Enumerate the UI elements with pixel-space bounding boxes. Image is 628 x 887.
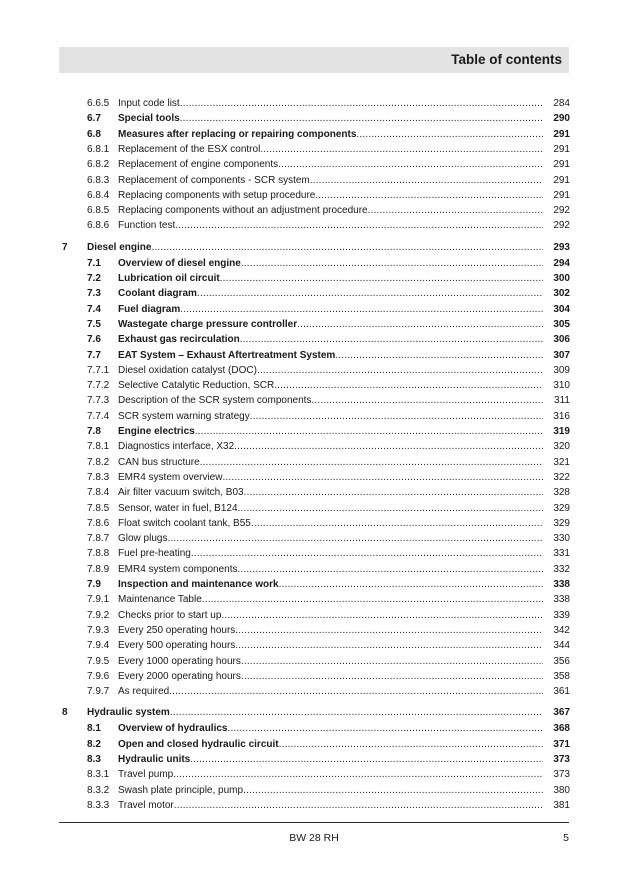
toc-section-number: 7.8.3 [87,471,110,483]
toc-dot-leader [151,241,543,255]
toc-entry[interactable] [0,219,628,233]
toc-entry[interactable] [0,670,628,684]
toc-chapter-number: 7 [62,241,68,253]
toc-entry[interactable] [0,578,628,592]
toc-section-number: 6.8.5 [87,205,110,217]
toc-entry-title: Maintenance Table [118,594,202,606]
toc-entry[interactable] [0,272,628,286]
toc-page-number: 381 [553,799,570,811]
toc-dot-leader [356,128,543,142]
toc-page-number: 304 [553,303,570,315]
toc-section-number: 7.8.4 [87,487,110,499]
toc-page-number: 291 [553,159,570,171]
toc-dot-leader [221,609,543,623]
toc-entry[interactable] [0,517,628,531]
toc-dot-leader [200,456,543,470]
toc-entry[interactable] [0,609,628,623]
toc-entry-title: Replacement of engine components [118,159,279,171]
toc-dot-leader [170,706,543,720]
toc-entry[interactable] [0,456,628,470]
toc-entry[interactable] [0,379,628,393]
toc-page-number: 380 [553,784,570,796]
toc-entry[interactable] [0,799,628,813]
toc-dot-leader [250,410,543,424]
toc-entry[interactable] [0,318,628,332]
toc-dot-leader [241,655,543,669]
page-title: Table of contents [451,52,562,67]
toc-entry[interactable] [0,655,628,669]
toc-dot-leader [173,768,543,782]
toc-entry-title: Special tools [118,113,180,125]
header-bar [59,47,569,73]
toc-entry-title: Measures after replacing or repairing components [118,128,357,140]
toc-dot-leader [238,563,544,577]
toc-section-number: 7.7.3 [87,395,110,407]
toc-page-number: 292 [553,205,570,217]
toc-page-number: 338 [553,579,570,590]
toc-page-number: 339 [553,609,570,621]
toc-section-number: 7.9.6 [87,670,110,682]
toc-section-number: 7.8 [87,426,101,437]
toc-page-number: 368 [553,723,570,735]
toc-entry-title: Replacement of the ESX control [118,143,261,155]
toc-dot-leader [368,204,543,218]
toc-entry[interactable] [0,471,628,485]
toc-entry[interactable] [0,128,628,142]
toc-entry[interactable] [0,143,628,157]
toc-section-number: 7.6 [87,334,101,346]
toc-section-number: 6.7 [87,113,101,125]
toc-section-number: 8.3.3 [87,799,110,811]
toc-dot-leader [175,219,543,233]
toc-entry-title: Overview of diesel engine [118,257,241,269]
toc-entry[interactable] [0,204,628,218]
toc-entry-title: Fuel diagram [118,303,181,315]
toc-entry-title: Selective Catalytic Reduction, SCR [118,380,275,392]
toc-entry-title: Travel pump [118,769,174,781]
toc-page-number: 316 [553,410,570,422]
toc-dot-leader [315,189,543,203]
toc-section-number: 7.8.5 [87,502,110,514]
toc-entry[interactable] [0,303,628,317]
toc-entry[interactable] [0,241,628,255]
toc-dot-leader [238,502,543,516]
toc-dot-leader [235,624,543,638]
toc-entry-title: Coolant diagram [118,288,197,300]
toc-page-number: 306 [553,334,570,346]
toc-entry[interactable] [0,624,628,638]
toc-dot-leader [195,425,543,439]
toc-entry[interactable] [0,532,628,546]
toc-entry-title: Diesel oxidation catalyst (DOC) [118,364,257,376]
toc-entry-title: Checks prior to start up [118,609,222,621]
toc-section-number: 7.4 [87,303,101,315]
toc-dot-leader [235,639,543,653]
toc-dot-leader [279,738,543,752]
toc-section-number: 7.9.4 [87,640,110,652]
toc-section-number: 7.7.4 [87,410,110,422]
toc-entry[interactable] [0,257,628,271]
toc-section-number: 8.1 [87,723,101,735]
toc-page-number: 356 [553,655,570,667]
toc-page-number: 322 [553,471,570,483]
toc-page-number: 358 [553,670,570,682]
toc-dot-leader [278,158,543,172]
toc-page-number: 291 [553,128,570,140]
toc-dot-leader [180,112,543,126]
toc-entry-title: Every 2000 operating hours [118,670,241,682]
toc-entry[interactable] [0,685,628,699]
toc-entry[interactable] [0,394,628,408]
toc-dot-leader [234,440,543,454]
toc-entry-title: Engine electrics [118,426,195,437]
toc-dot-leader [228,722,544,736]
toc-page-number: 338 [553,594,570,606]
toc-dot-leader [310,174,543,188]
toc-entry-title: Hydraulic system [87,707,170,719]
toc-section-number: 7.1 [87,257,101,269]
toc-page-number: 302 [553,288,570,300]
toc-entry-title: Lubrication oil circuit [118,273,220,284]
toc-entry-title: Open and closed hydraulic circuit [118,738,279,750]
toc-dot-leader [197,287,543,301]
toc-page-number: 284 [553,98,570,109]
toc-section-number: 7.2 [87,273,101,284]
toc-section-number: 8.3.2 [87,784,110,796]
toc-entry[interactable] [0,738,628,752]
toc-page-number: 328 [553,487,570,499]
toc-dot-leader [260,143,543,157]
toc-entry-title: EAT System – Exhaust Aftertreatment System [118,349,336,361]
toc-page-number: 300 [553,273,570,284]
toc-entry-title: SCR system warning strategy [118,410,250,422]
toc-entry-title: Description of the SCR system components [118,395,312,407]
toc-page-number: 305 [553,318,570,330]
toc-dot-leader [244,486,543,500]
toc-page-number: 291 [553,143,570,155]
toc-entry[interactable] [0,189,628,203]
toc-page-number: 320 [553,441,570,453]
toc-page-number: 373 [553,769,570,781]
toc-page-number: 371 [553,738,570,750]
toc-entry-title: Overview of hydraulics [118,723,228,735]
footer-page-number: 5 [563,832,569,844]
toc-dot-leader [191,547,543,561]
toc-section-number: 7.7 [87,349,101,361]
toc-section-number: 6.8 [87,128,101,140]
toc-entry[interactable] [0,722,628,736]
toc-entry-title: Every 250 operating hours [118,624,236,636]
toc-entry-title: Swash plate principle, pump [118,784,244,796]
toc-dot-leader [243,784,543,798]
toc-dot-leader [240,333,543,347]
toc-section-number: 7.9 [87,579,101,590]
toc-entry[interactable] [0,440,628,454]
toc-entry[interactable] [0,486,628,500]
toc-section-number: 6.8.6 [87,220,110,232]
toc-entry-title: Every 1000 operating hours [118,655,241,667]
toc-entry[interactable] [0,174,628,188]
toc-page-number: 309 [553,364,570,376]
toc-dot-leader [220,272,543,286]
toc-entry-title: As required [118,686,170,698]
toc-dot-leader [241,257,543,271]
toc-entry[interactable] [0,410,628,424]
toc-entry[interactable] [0,547,628,561]
toc-page-number: 290 [553,113,570,125]
toc-entry-title: Glow plugs [118,533,168,545]
toc-entry-title: Diagnostics interface, X32 [118,441,235,453]
toc-entry-title: Every 500 operating hours [118,640,236,652]
toc-page-number: 321 [553,456,570,468]
toc-entry[interactable] [0,639,628,653]
toc-section-number: 7.9.5 [87,655,110,667]
toc-entry-title: Hydraulic units [118,754,191,765]
toc-dot-leader [279,578,543,592]
toc-section-number: 7.8.6 [87,517,110,529]
toc-entry-title: Exhaust gas recirculation [118,334,240,346]
toc-section-number: 7.7.2 [87,380,110,392]
toc-section-number: 7.8.1 [87,441,110,453]
toc-entry[interactable] [0,349,628,363]
toc-entry-title: Replacing components with setup procedure [118,189,316,201]
toc-section-number: 7.7.1 [87,364,110,376]
toc-dot-leader [241,670,543,684]
toc-entry-title: Replacing components without an adjustment procedure [118,205,368,217]
toc-entry-title: Function test [118,220,176,232]
toc-dot-leader [174,799,543,813]
toc-dot-leader [257,364,543,378]
toc-section-number: 7.9.3 [87,624,110,636]
toc-page-number: 329 [553,517,570,529]
toc-dot-leader [190,753,543,767]
toc-entry-title: Travel motor [118,799,174,811]
toc-entry[interactable] [0,768,628,782]
toc-section-number: 8.2 [87,738,101,750]
toc-section-number: 6.8.4 [87,189,110,201]
toc-entry[interactable] [0,563,628,577]
toc-entry[interactable] [0,753,628,767]
toc-section-number: 8.3.1 [87,769,110,781]
toc-page-number: 373 [553,754,570,765]
toc-page-number: 310 [553,380,570,392]
toc-chapter-number: 8 [62,707,68,719]
toc-page-number: 344 [553,640,570,652]
toc-dot-leader [180,303,543,317]
footer-document-name: BW 28 RH [289,832,339,844]
toc-section-number: 7.8.9 [87,563,110,575]
toc-page-number: 319 [553,426,570,437]
toc-section-number: 7.5 [87,318,101,330]
toc-page-number: 291 [553,189,570,201]
toc-section-number: 6.8.1 [87,143,110,155]
toc-entry-title: Input code list [118,98,180,109]
toc-entry[interactable] [0,706,628,720]
toc-entry-title: EMR4 system components [118,563,238,575]
toc-entry[interactable] [0,287,628,301]
toc-page-number: 294 [553,257,570,269]
toc-entry[interactable] [0,333,628,347]
footer-divider [59,822,569,823]
toc-dot-leader [180,97,543,111]
toc-entry[interactable] [0,112,628,126]
toc-entry-title: Replacement of components - SCR system [118,174,310,186]
toc-dot-leader [335,349,543,363]
toc-entry-title: Air filter vacuum switch, B03 [118,487,244,499]
toc-dot-leader [274,379,543,393]
toc-page-number: 293 [553,241,570,253]
toc-entry-title: EMR4 system overview [118,471,223,483]
toc-section-number: 7.3 [87,288,101,300]
toc-entry[interactable] [0,364,628,378]
toc-entry-title: Fuel pre-heating [118,548,191,560]
toc-entry-title: Float switch coolant tank, B55 [118,517,251,529]
toc-dot-leader [311,394,543,408]
toc-page-number: 361 [553,686,570,698]
toc-section-number: 8.3 [87,754,101,765]
toc-entry[interactable] [0,784,628,798]
toc-entry[interactable] [0,158,628,172]
toc-page-number: 331 [553,548,570,560]
toc-page-number: 307 [553,349,570,361]
toc-dot-leader [202,593,543,607]
toc-dot-leader [297,318,543,332]
toc-dot-leader [251,517,543,531]
toc-entry[interactable] [0,97,628,111]
toc-page-number: 291 [553,174,570,186]
toc-dot-leader [167,532,543,546]
toc-section-number: 6.8.2 [87,159,110,171]
toc-section-number: 7.8.8 [87,548,110,560]
toc-section-number: 7.9.1 [87,594,110,606]
toc-section-number: 7.9.7 [87,686,110,698]
toc-dot-leader [222,471,543,485]
toc-entry[interactable] [0,593,628,607]
toc-page-number: 330 [553,533,570,545]
toc-entry[interactable] [0,502,628,516]
toc-entry[interactable] [0,425,628,439]
toc-section-number: 7.8.7 [87,533,110,545]
toc-entry-title: Sensor, water in fuel, B124 [118,502,238,514]
toc-entry-title: Wastegate charge pressure controller [118,318,298,330]
toc-section-number: 7.9.2 [87,609,110,621]
toc-dot-leader [169,685,543,699]
toc-page-number: 367 [553,707,570,719]
toc-page-number: 311 [554,395,570,407]
toc-section-number: 6.6.5 [87,98,110,109]
toc-page-number: 332 [553,563,570,575]
toc-entry-title: CAN bus structure [118,456,200,468]
toc-page-number: 329 [553,502,570,514]
toc-entry-title: Inspection and maintenance work [118,579,279,590]
toc-section-number: 6.8.3 [87,174,110,186]
toc-entry-title: Diesel engine [87,241,152,253]
toc-page-number: 292 [553,220,570,232]
toc-section-number: 7.8.2 [87,456,110,468]
toc-page-number: 342 [553,624,570,636]
